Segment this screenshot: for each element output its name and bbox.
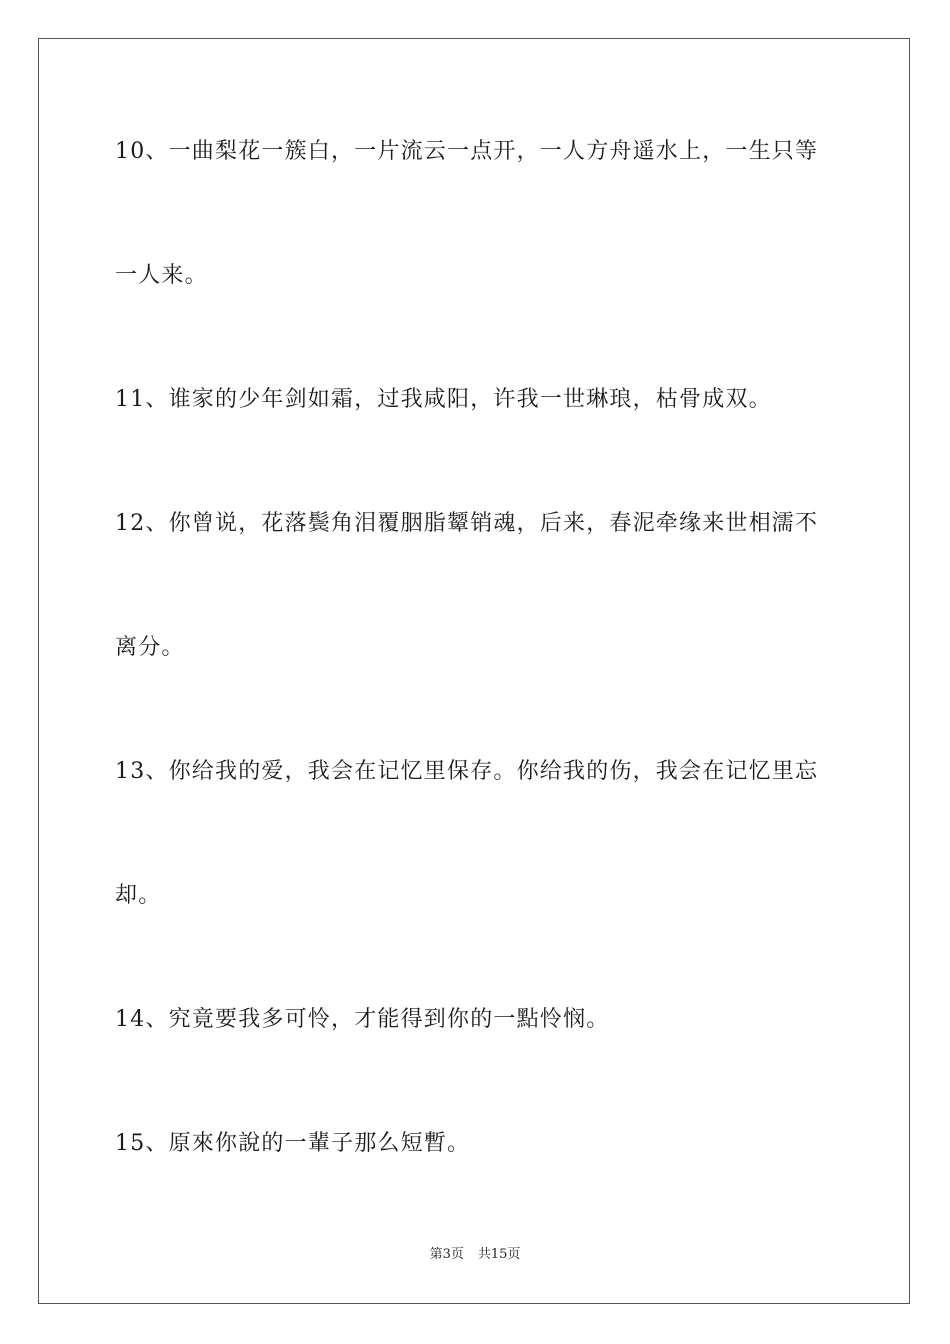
text-line-2: 一人来。 (115, 263, 208, 288)
text-line-8: 14、究竟要我多可怜，才能得到你的一點怜悯。 (115, 1007, 610, 1032)
text-line-9: 15、原來你說的一輩子那么短暫。 (115, 1131, 471, 1156)
page-footer (0, 1246, 950, 1264)
current-page-number: 第3页 (429, 1247, 464, 1262)
text-line-3: 11、谁家的少年剑如霜，过我咸阳，许我一世琳琅，枯骨成双。 (115, 387, 772, 412)
text-line-6: 13、你给我的爱，我会在记忆里保存。你给我的伤，我会在记忆里忘 (115, 759, 819, 784)
page-border (38, 38, 910, 1304)
text-line-7: 却。 (115, 883, 162, 908)
total-pages: 共15页 (477, 1247, 521, 1262)
text-line-5: 离分。 (115, 635, 185, 660)
text-line-1: 10、一曲梨花一簇白，一片流云一点开，一人方舟遥水上，一生只等 (115, 139, 819, 164)
text-line-4: 12、你曾说，花落鬓角泪覆胭脂颦销魂，后来，春泥牵缘来世相濡不 (115, 511, 819, 536)
